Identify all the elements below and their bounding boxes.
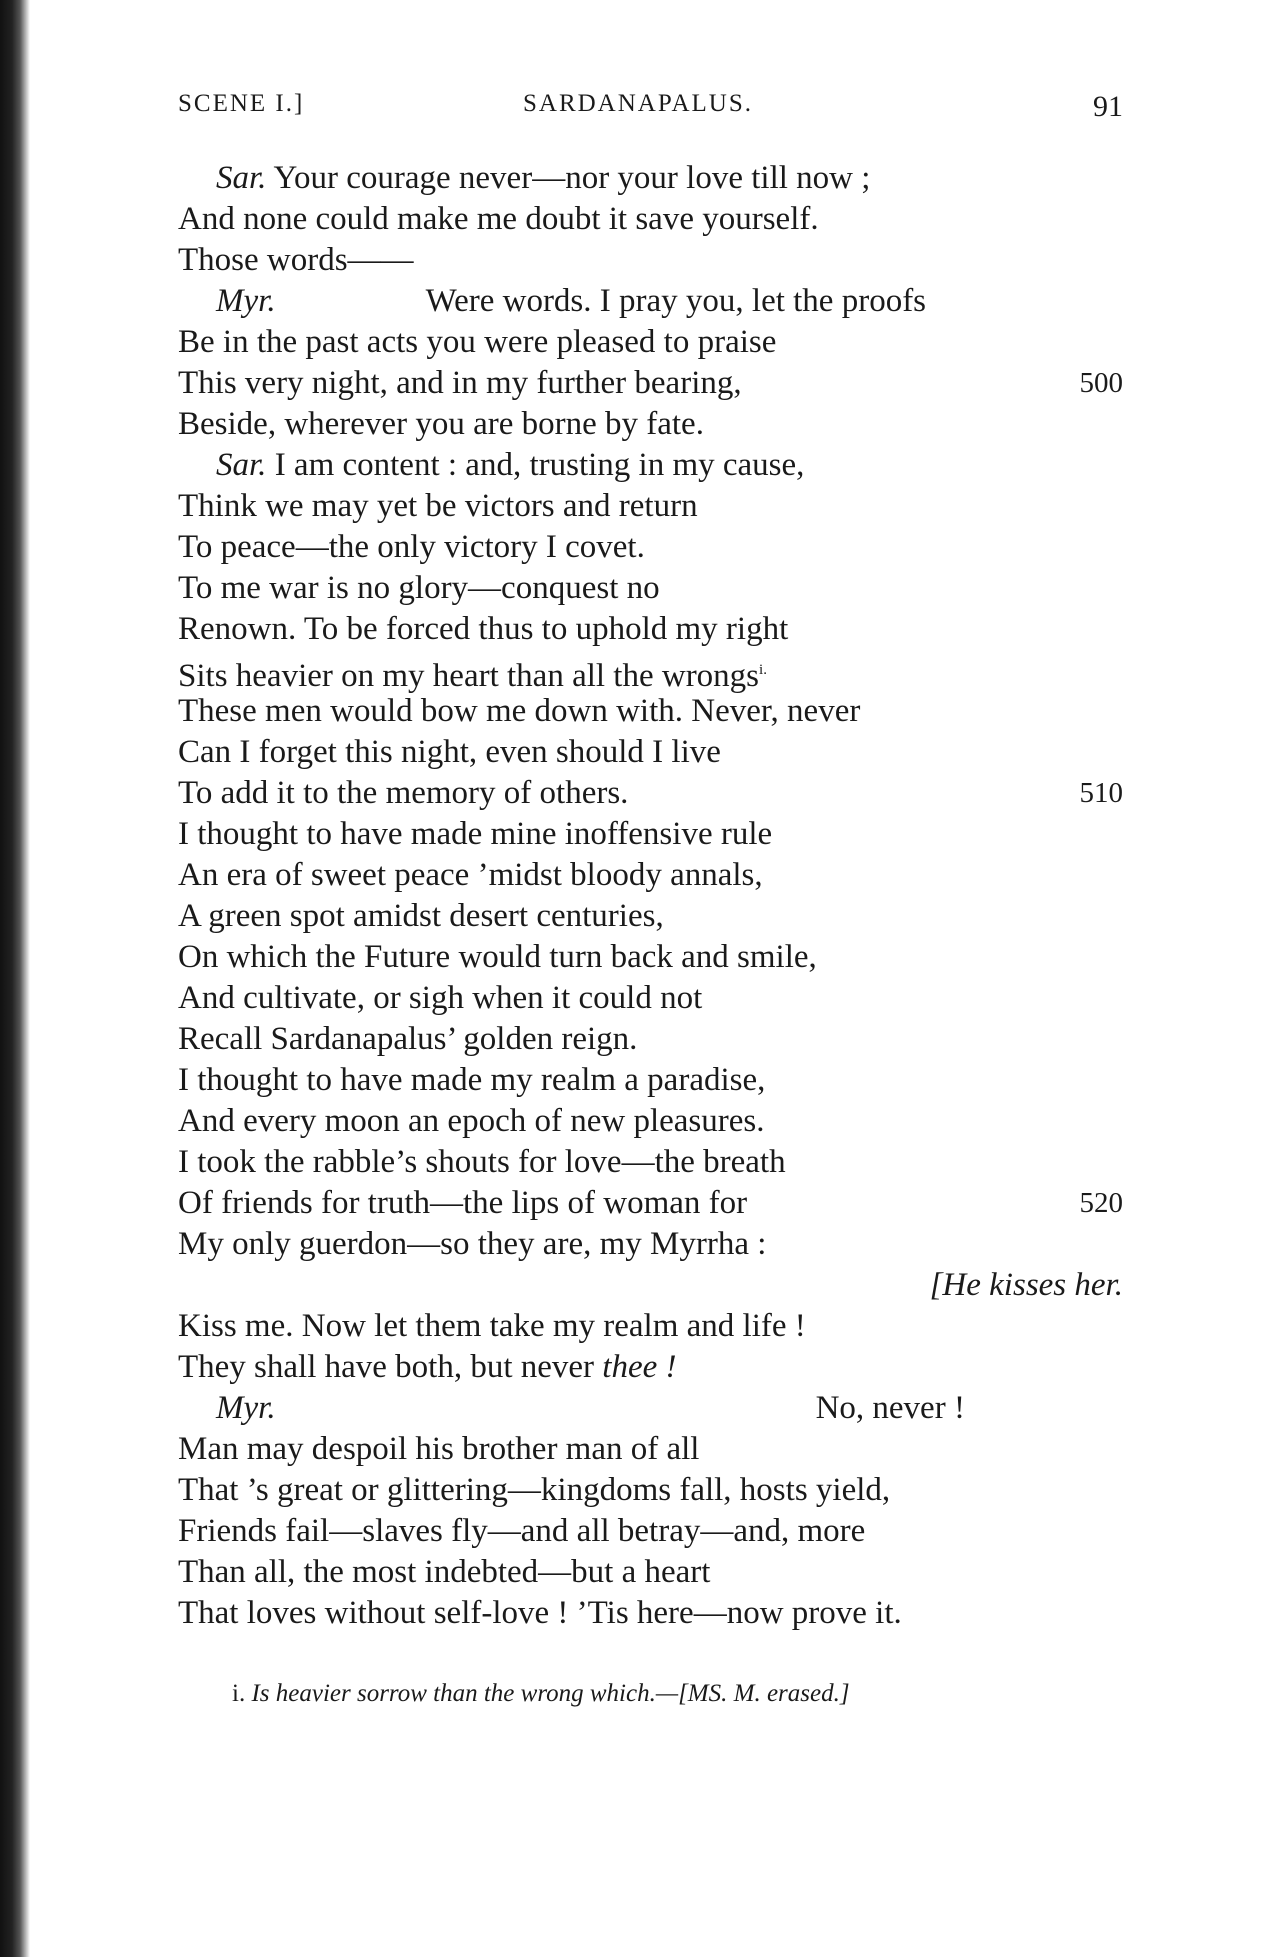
line-number: 520 xyxy=(1079,1187,1123,1219)
verse-line xyxy=(178,445,1123,486)
line-text: Were words. I pray you, let the proofs xyxy=(425,283,927,319)
verse-line: I thought to have made my realm a paradise, xyxy=(178,1062,766,1098)
verse-line: Those words—— xyxy=(178,242,414,278)
verse-line: And none could make me doubt it save yourself. xyxy=(178,201,819,237)
line-text: No, never ! xyxy=(815,1390,965,1426)
verse-line: Man may despoil his brother man of all xyxy=(178,1431,700,1467)
line-number: 510 xyxy=(1079,777,1123,809)
italic-word: thee ! xyxy=(602,1349,677,1385)
book-spine-shadow xyxy=(0,0,30,1957)
verse-line: I thought to have made mine inoffensive rule xyxy=(178,816,773,852)
speaker-name: Sar. xyxy=(216,447,267,483)
line-text: To add it to the memory of others. xyxy=(178,775,629,811)
verse-line: And every moon an epoch of new pleasures. xyxy=(178,1103,765,1139)
verse-line xyxy=(178,281,1123,322)
verse-line: Than all, the most indebted—but a heart xyxy=(178,1554,711,1590)
verse-line: A green spot amidst desert centuries, xyxy=(178,898,664,934)
footnote-marker: i. xyxy=(232,1680,246,1707)
speaker-name: Myr. xyxy=(216,1390,276,1426)
verse-line xyxy=(178,1183,1123,1224)
verse-line: Renown. To be forced thus to uphold my right xyxy=(178,611,789,647)
verse-line xyxy=(178,1347,1123,1388)
speaker-name: Myr. xyxy=(216,283,276,319)
verse-line: That ’s great or glittering—kingdoms fall, hosts yield, xyxy=(178,1472,891,1508)
footnote-marker: i. xyxy=(759,662,767,678)
running-header xyxy=(178,90,1123,130)
verse-line: These men would bow me down with. Never, never xyxy=(178,693,861,729)
page-number: 91 xyxy=(1093,90,1123,123)
line-number: 500 xyxy=(1079,367,1123,399)
verse-block xyxy=(178,158,1123,1634)
verse-line xyxy=(178,650,1123,694)
verse-line: Beside, wherever you are borne by fate. xyxy=(178,406,704,442)
verse-line xyxy=(178,363,1123,404)
line-text: This very night, and in my further bearing, xyxy=(178,365,742,401)
verse-line: Kiss me. Now let them take my realm and life ! xyxy=(178,1308,806,1344)
speaker-name: Sar. xyxy=(216,160,267,196)
verse-line: Recall Sardanapalus’ golden reign. xyxy=(178,1021,638,1057)
footnote-text: Is heavier sorrow than the wrong which.—[MS. M. erased.] xyxy=(251,1680,850,1707)
line-text: I am content : and, trusting in my cause, xyxy=(266,447,805,483)
verse-line: Think we may yet be victors and return xyxy=(178,488,698,524)
verse-line: Can I forget this night, even should I live xyxy=(178,734,721,770)
verse-line: I took the rabble’s shouts for love—the breath xyxy=(178,1144,786,1180)
play-title: SARDANAPALUS. xyxy=(523,90,753,117)
footnote xyxy=(232,1680,1112,1708)
line-text: Sits heavier on my heart than all the wrongs xyxy=(178,658,760,694)
line-text: They shall have both, but never xyxy=(178,1349,603,1385)
verse-line xyxy=(178,773,1123,814)
verse-line xyxy=(178,1388,1123,1429)
verse-line: That loves without self-love ! ’Tis here—now prove it. xyxy=(178,1595,902,1631)
verse-line: To me war is no glory—conquest no xyxy=(178,570,660,606)
verse-line: My only guerdon—so they are, my Myrrha : xyxy=(178,1226,767,1262)
scene-label: SCENE I.] xyxy=(178,90,305,117)
verse-line: An era of sweet peace ’midst bloody annals, xyxy=(178,857,763,893)
verse-line: To peace—the only victory I covet. xyxy=(178,529,645,565)
verse-line: Friends fail—slaves fly—and all betray—and, more xyxy=(178,1513,866,1549)
line-text: Of friends for truth—the lips of woman for xyxy=(178,1185,748,1221)
verse-line: On which the Future would turn back and smile, xyxy=(178,939,817,975)
verse-line: And cultivate, or sigh when it could not xyxy=(178,980,703,1016)
verse-line: Be in the past acts you were pleased to praise xyxy=(178,324,777,360)
line-text: Your courage never—nor your love till now ; xyxy=(266,160,871,196)
stage-direction-line xyxy=(178,1265,1123,1306)
verse-line xyxy=(178,158,1123,199)
stage-direction: [He kisses her. xyxy=(929,1267,1123,1303)
